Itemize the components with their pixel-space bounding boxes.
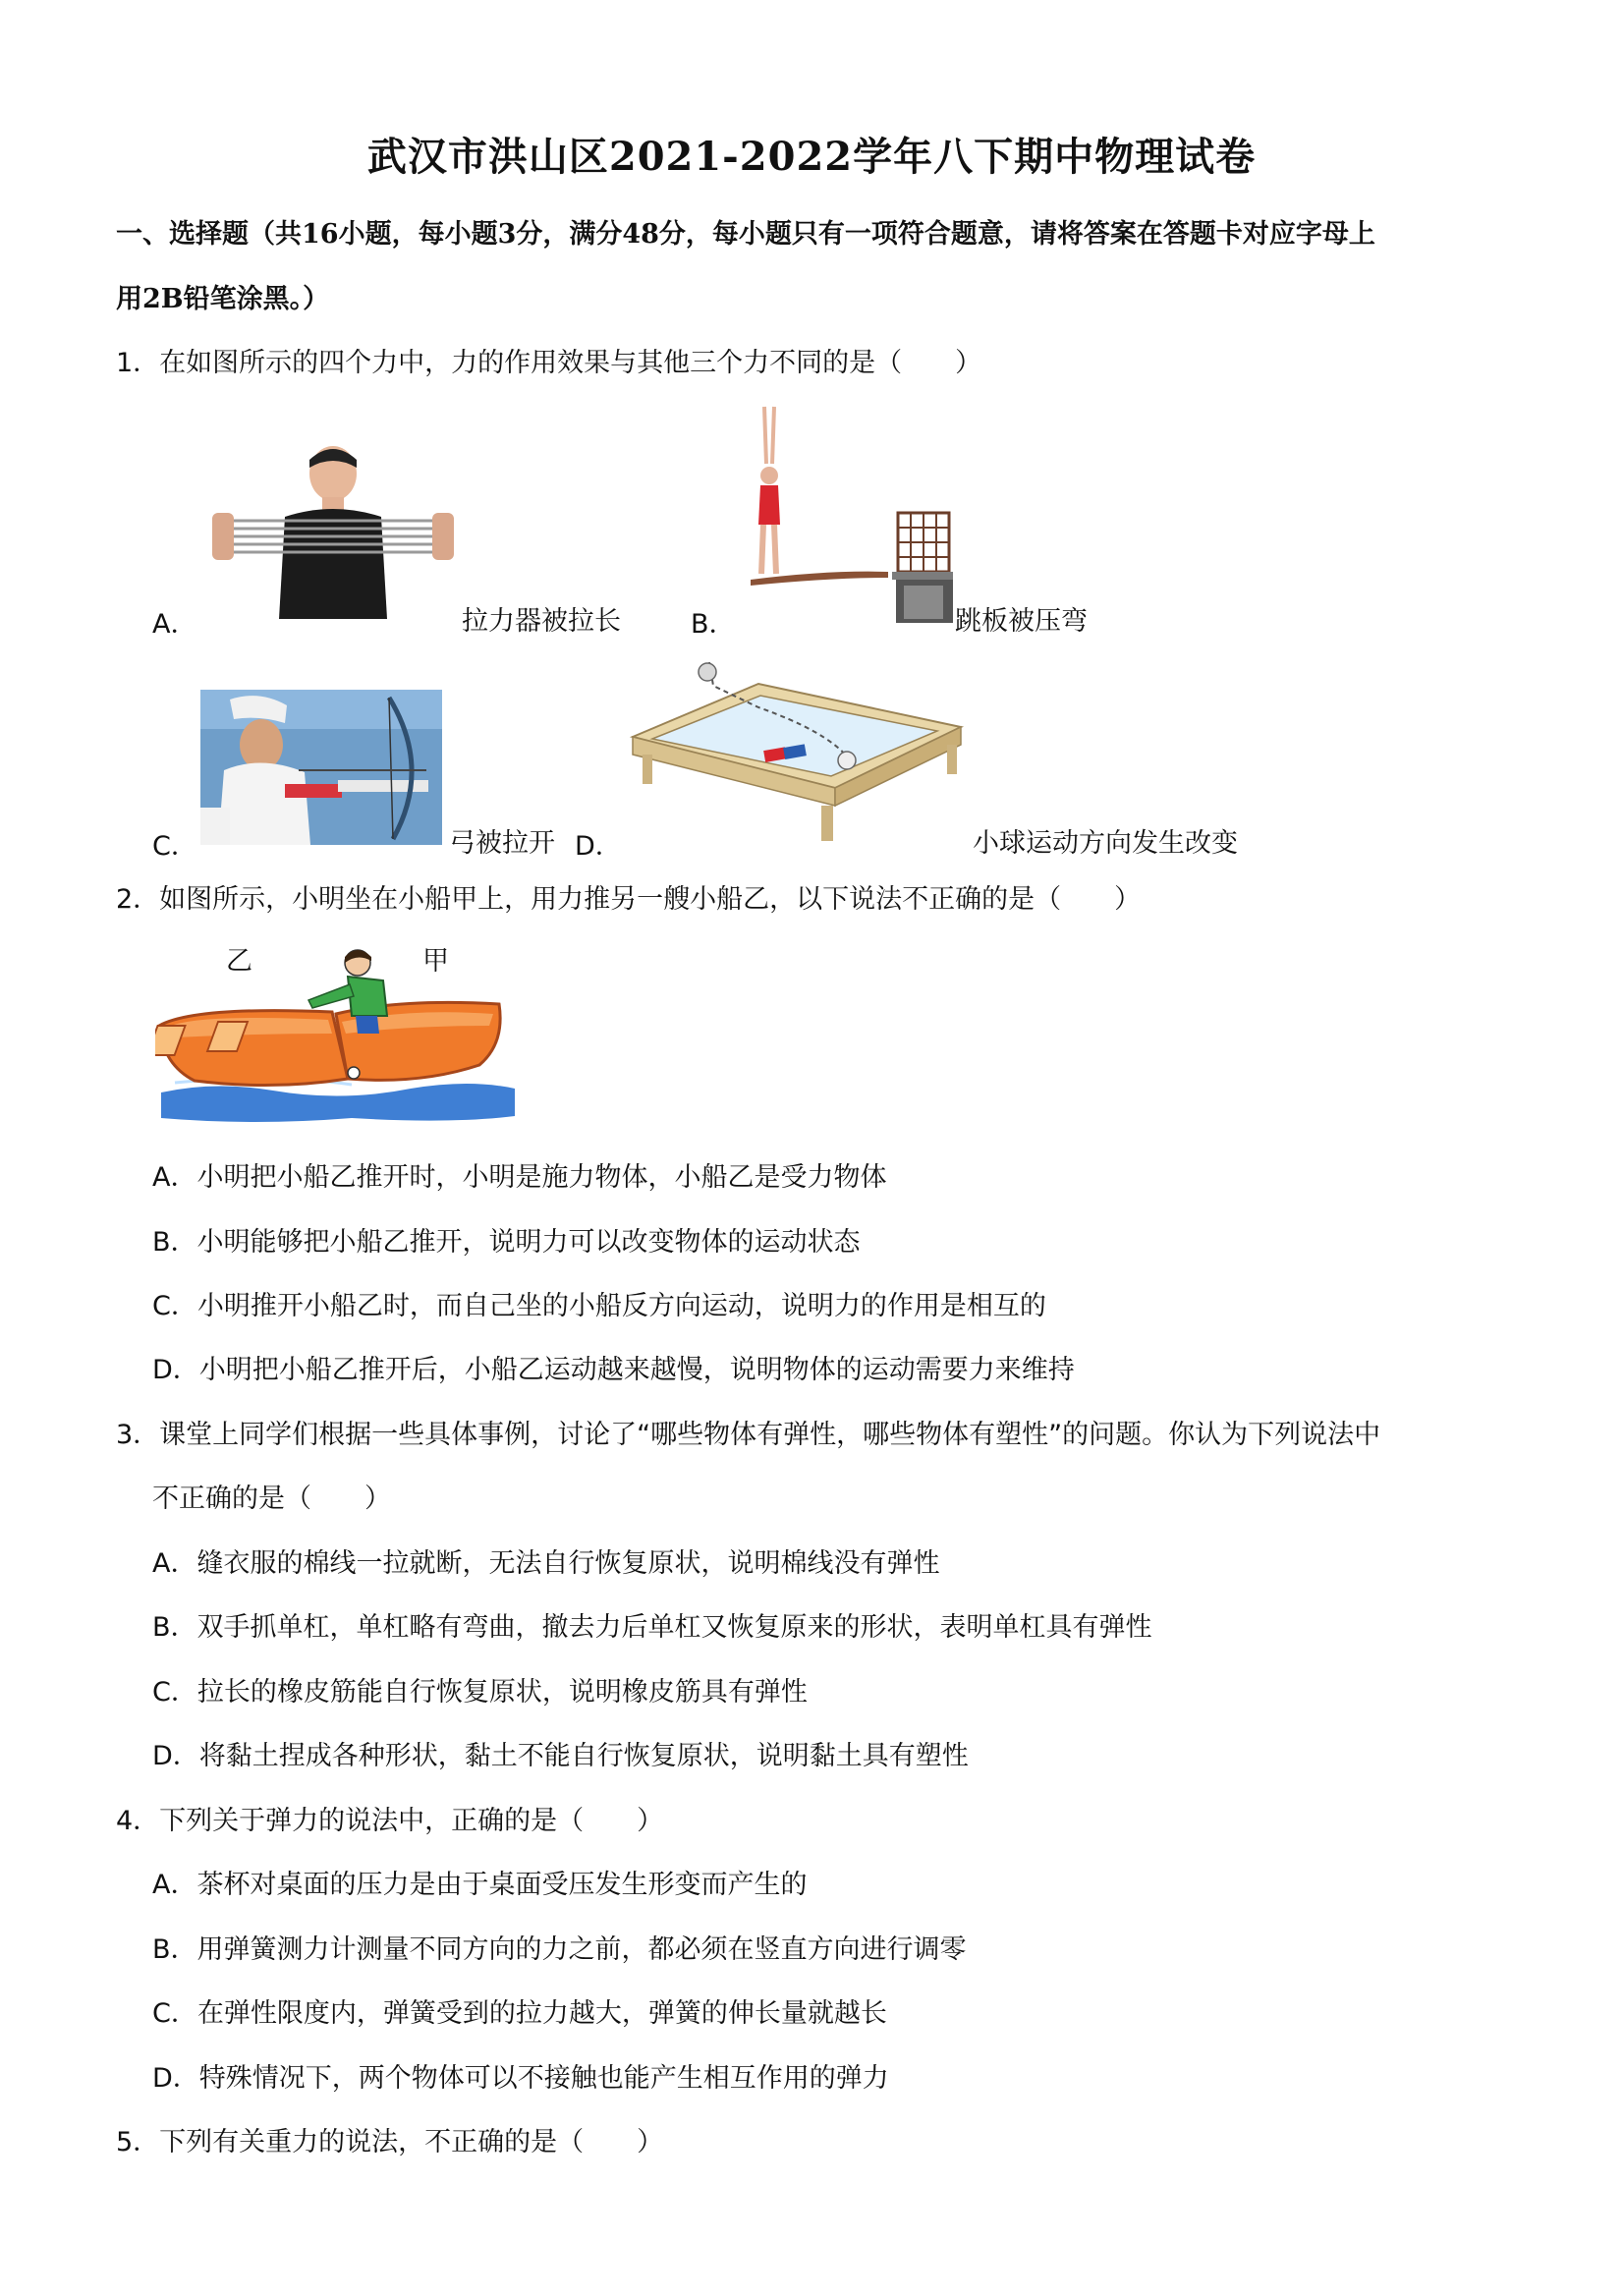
question-1-stem: 1．在如图所示的四个力中，力的作用效果与其他三个力不同的是（ ） [116,348,982,378]
option-c-letter: C． [152,831,197,862]
question-3-option-a: A．缝衣服的棉线一拉就断，无法自行恢复原状，说明棉线没有弹性 [152,1548,940,1579]
option-a-caption: 拉力器被拉长 [462,606,621,637]
option-b-caption: 跳板被压弯 [955,606,1088,637]
boat-label-jia: 甲 [422,946,449,977]
question-3-stem-line1: 3．课堂上同学们根据一些具体事例，讨论了“哪些物体有弹性，哪些物体有塑性”的问题。你认为下列说法中 [116,1420,1381,1450]
question-5-stem: 5．下列有关重力的说法，不正确的是（ ） [116,2127,664,2157]
section-heading-line2: 用2B铅笔涂黑。） [116,284,330,314]
option-a-letter: A． [152,609,197,640]
two-boats-image [155,935,519,1122]
question-2-stem: 2．如图所示，小明坐在小船甲上，用力推另一艘小船乙，以下说法不正确的是（ ） [116,884,1142,915]
question-3-stem-line2: 不正确的是（ ） [152,1484,391,1514]
question-4-option-c: C．在弹性限度内，弹簧受到的拉力越大，弹簧的伸长量就越长 [152,1998,887,2029]
question-2-option-c: C．小明推开小船乙时，而自己坐的小船反方向运动，说明力的作用是相互的 [152,1291,1046,1321]
question-4-option-b: B．用弹簧测力计测量不同方向的力之前，都必须在竖直方向进行调零 [152,1934,967,1965]
section-heading-line1: 一、选择题（共16小题，每小题3分，满分48分，每小题只有一项符合题意，请将答案在答题卡对应字母上 [116,219,1375,250]
ball-magnet-table-image [629,662,965,845]
archer-image [200,690,442,845]
option-d-caption: 小球运动方向发生改变 [973,828,1238,859]
option-d-letter: D． [575,831,622,862]
question-2-option-a: A．小明把小船乙推开时，小明是施力物体，小船乙是受力物体 [152,1162,887,1193]
question-2-option-b: B．小明能够把小船乙推开，说明力可以改变物体的运动状态 [152,1227,861,1258]
question-3-option-b: B．双手抓单杠，单杠略有弯曲，撤去力后单杠又恢复原来的形状，表明单杠具有弹性 [152,1612,1152,1643]
chest-expander-image [208,440,458,619]
boat-label-yi: 乙 [226,946,252,977]
question-2-option-d: D．小明把小船乙推开后，小船乙运动越来越慢，说明物体的运动需要力来维持 [152,1355,1075,1385]
option-c-caption: 弓被拉开 [449,828,555,859]
option-b-letter: B． [691,609,736,640]
question-4-stem: 4．下列关于弹力的说法中，正确的是（ ） [116,1806,664,1836]
question-3-option-c: C．拉长的橡皮筋能自行恢复原状，说明橡皮筋具有弹性 [152,1677,808,1708]
question-4-option-a: A．茶杯对桌面的压力是由于桌面受压发生形变而产生的 [152,1870,808,1900]
page-title: 武汉市洪山区2021-2022学年八下期中物理试卷 [366,134,1257,180]
question-3-option-d: D．将黏土捏成各种形状，黏土不能自行恢复原状，说明黏土具有塑性 [152,1741,969,1771]
springboard-diver-image [731,405,955,625]
question-4-option-d: D．特殊情况下，两个物体可以不接触也能产生相互作用的弹力 [152,2063,889,2094]
